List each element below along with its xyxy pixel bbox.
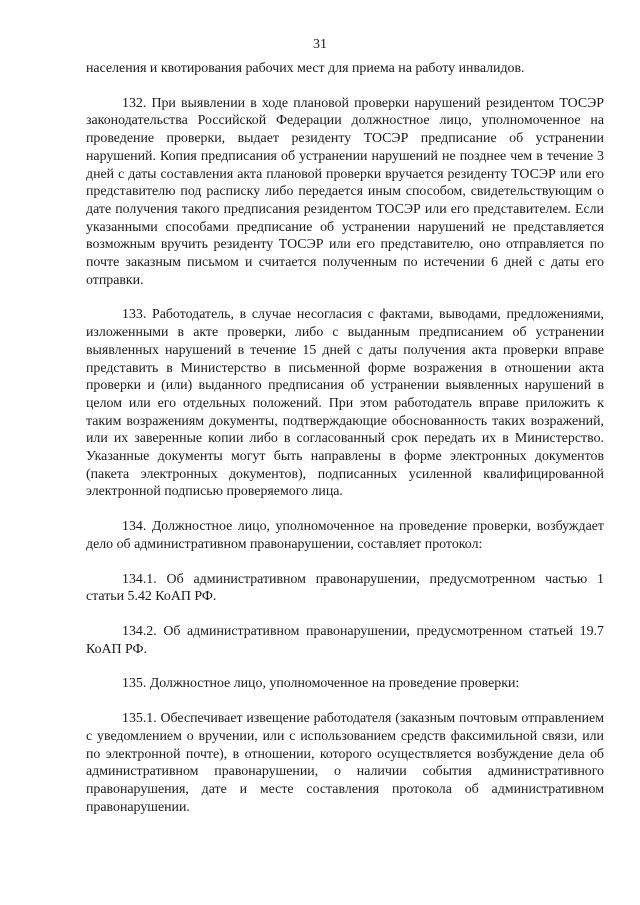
paragraph-134-1: 134.1. Об административном правонарушении, предусмотренном частью 1 статьи 5.42 КоАП РФ. (86, 571, 604, 605)
paragraph-133: 133. Работодатель, в случае несогласия с фактами, выводами, предложениями, изложенными в акте проверки, либо с выданным предписанием об устранении выявленных нарушений в течение 15 дней с даты получения акта проверки вправе представить в Министерство в письменной форме возражения в отношении акта проверки и (или) выданного предписания об устранении выявленных нарушений в целом или его отдельных положений. При этом работодатель вправе приложить к таким возражениям документы, подтверждающие обоснованность таких возражений, или их заверенные копии либо в согласованный срок передать их в Министерство. Указанные документы могут быть направлены в форме электронных документов (пакета электронных документов), подписанных усиленной квалифицированной электронной подписью проверяемого лица. (86, 307, 604, 500)
paragraph-132: 132. При выявлении в ходе плановой проверки нарушений резидентом ТОСЭР законодательства Российской Федерации должностное лицо, уполномоченное на проведение проверки, выдает резиденту ТОСЭР предписание об устранении нарушений. Копия предписания об устранении нарушений не позднее чем в течение 3 дней с даты составления акта плановой проверки вручается резиденту ТОСЭР или его представителю под расписку либо передается иным способом, свидетельствующим о дате получения такого предписания резидентом ТОСЭР или его представителем. Если указанными способами предписание об устранении нарушений не представляется возможным вручить резиденту ТОСЭР или его представителю, оно отправляется по почте заказным письмом и считается полученным по истечении 6 дней с даты его отправки. (86, 95, 604, 288)
document-body (86, 60, 604, 816)
paragraph-134-2: 134.2. Об административном правонарушении, предусмотренном статьей 19.7 КоАП РФ. (86, 623, 604, 657)
paragraph-134: 134. Должностное лицо, уполномоченное на проведение проверки, возбуждает дело об административном правонарушении, составляет протокол: (86, 519, 604, 552)
page-number: 31 (313, 37, 327, 52)
paragraph-135: 135. Должностное лицо, уполномоченное на проведение проверки: (122, 676, 520, 692)
paragraph-continuation: населения и квотирования рабочих мест для приема на работу инвалидов. (86, 61, 525, 76)
paragraph-135-1: 135.1. Обеспечивает извещение работодателя (заказным почтовым отправлением с уведомлением о вручении, или с использованием средств факсимильной связи, или по электронной почте), в отношении, которого осуществляется возбуждение дела об административном правонарушении, о наличии события административного правонарушения, дате и месте составления протокола об административном правонарушении. (86, 711, 604, 815)
